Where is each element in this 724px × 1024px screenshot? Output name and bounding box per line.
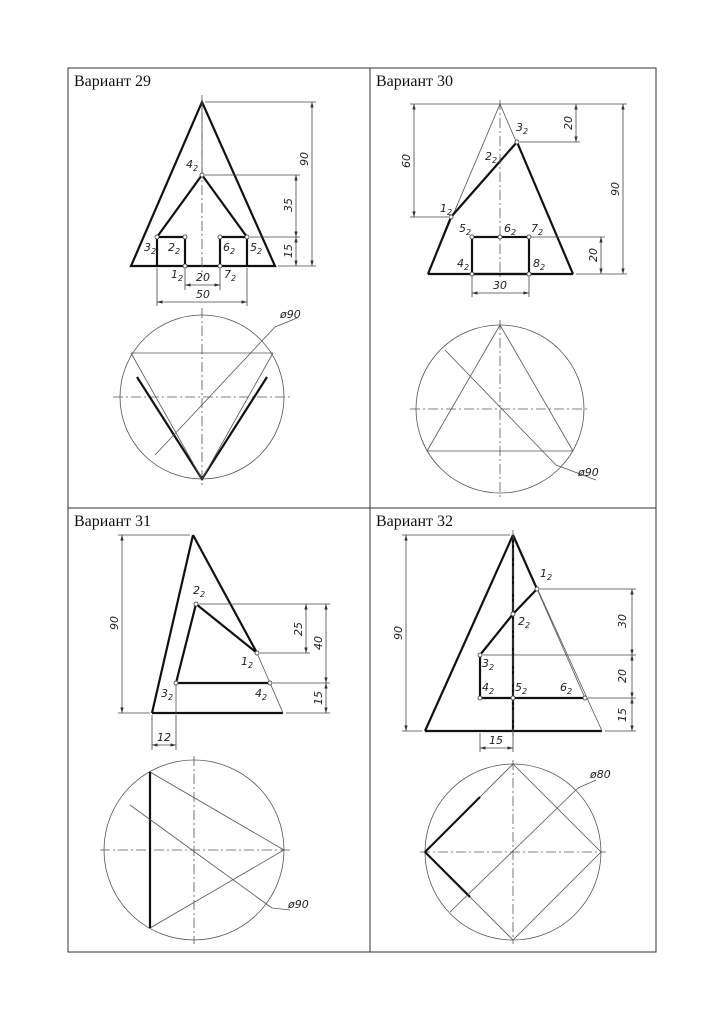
svg-text:52: $5_2$ — [459, 222, 472, 237]
svg-text:30: 30 — [493, 279, 507, 292]
svg-text:32: $3_2$ — [482, 657, 495, 672]
svg-text:22: $2_2$ — [485, 150, 498, 165]
svg-text:90: 90 — [609, 182, 622, 196]
svg-text:20: 20 — [196, 271, 210, 284]
svg-text:12: $1_2$ — [171, 268, 184, 283]
svg-text:22: $2_2$ — [168, 241, 181, 256]
svg-text:12: $1_2$ — [540, 567, 553, 582]
svg-text:12: $1_2$ — [241, 655, 254, 670]
svg-text:52: $5_2$ — [515, 681, 528, 696]
svg-text:ø90: ø90 — [288, 898, 309, 911]
svg-text:ø90: ø90 — [578, 466, 599, 479]
svg-text:42: $4_2$ — [482, 681, 495, 696]
svg-text:90: 90 — [298, 152, 311, 166]
svg-text:42: $4_2$ — [255, 687, 268, 702]
svg-text:72: $7_2$ — [531, 222, 544, 237]
svg-text:62: $6_2$ — [560, 681, 573, 696]
svg-text:90: 90 — [108, 616, 121, 630]
variant-30-title: Вариант 30 — [376, 73, 453, 90]
svg-text:15: 15 — [489, 734, 503, 747]
svg-text:62: $6_2$ — [223, 241, 236, 256]
variant-32-title: Вариант 32 — [376, 513, 453, 530]
svg-text:15: 15 — [282, 244, 295, 258]
variant-31-drawing — [100, 535, 330, 944]
svg-text:62: $6_2$ — [504, 222, 517, 237]
svg-text:52: $5_2$ — [250, 241, 263, 256]
svg-text:40: 40 — [312, 636, 325, 650]
svg-text:90: 90 — [392, 626, 405, 640]
svg-text:22: $2_2$ — [518, 615, 531, 630]
svg-text:15: 15 — [312, 691, 325, 705]
svg-text:50: 50 — [196, 288, 210, 301]
svg-text:12: 12 — [157, 731, 171, 744]
svg-text:20: 20 — [616, 669, 629, 683]
svg-text:60: 60 — [400, 154, 413, 168]
v29-label-4: $4_2$ — [186, 158, 199, 173]
sheet-frame — [68, 68, 656, 952]
svg-text:30: 30 — [616, 614, 629, 628]
variant-31-title: Вариант 31 — [74, 513, 151, 530]
svg-text:82: $8_2$ — [533, 257, 546, 272]
svg-text:22: $2_2$ — [193, 584, 206, 599]
variant-29-title: Вариант 29 — [74, 73, 151, 90]
svg-text:35: 35 — [282, 198, 295, 212]
svg-text:ø90: ø90 — [280, 308, 301, 321]
svg-text:25: 25 — [292, 622, 305, 636]
variant-32-drawing — [392, 530, 636, 944]
svg-text:72: $7_2$ — [224, 268, 237, 283]
svg-text:32: $3_2$ — [161, 687, 174, 702]
svg-text:32: $3_2$ — [144, 241, 157, 256]
svg-text:20: 20 — [562, 116, 575, 130]
svg-text:42: $4_2$ — [457, 257, 470, 272]
svg-text:ø80: ø80 — [590, 768, 611, 781]
svg-text:12: $1_2$ — [440, 202, 453, 217]
svg-text:20: 20 — [587, 248, 600, 262]
variant-30-drawing — [400, 100, 627, 498]
variant-29-drawing — [113, 95, 316, 486]
svg-text:32: $3_2$ — [516, 121, 529, 136]
svg-text:15: 15 — [616, 708, 629, 722]
